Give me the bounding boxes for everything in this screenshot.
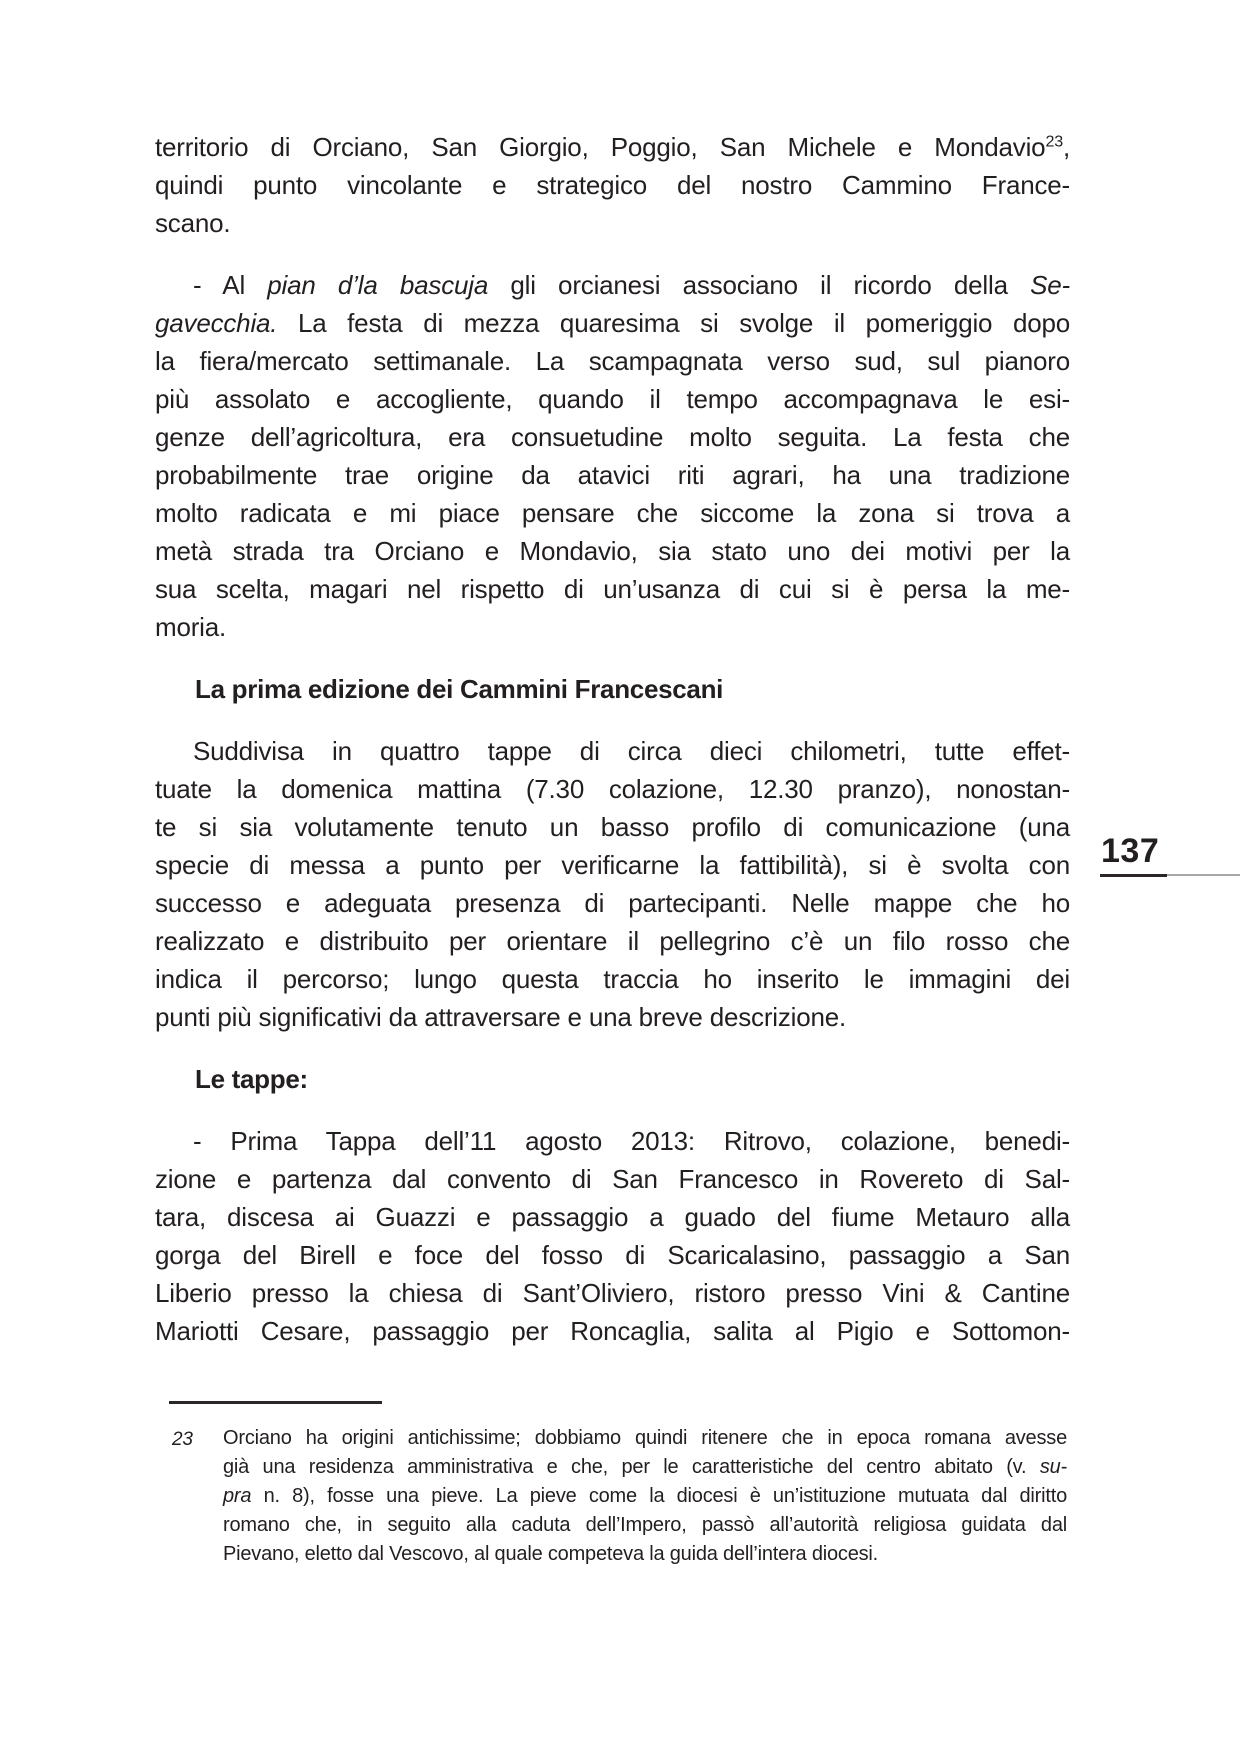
text-line: molto radicata e mi piace pensare che siccome la zona si trova a [155,498,1070,528]
paragraph-suddivisa [155,732,1070,1036]
text-line: quindi punto vincolante e strategico del nostro Cammino France- [155,170,1070,200]
text-line: più assolato e accogliente, quando il tempo accompagnava le esi- [155,384,1070,414]
text-line: zione e partenza dal convento di San Francesco in Rovereto di Sal- [155,1164,1070,1194]
page-number-rule-dark [1100,874,1167,877]
heading-prima-edizione: La prima edizione dei Cammini Francescani [195,674,724,704]
footnote-rule [169,1401,382,1404]
text-line: sua scelta, magari nel rispetto di un’usanza di cui si è persa la me- [155,574,1070,604]
text-line: tara, discesa ai Guazzi e passaggio a guado del fiume Metauro alla [155,1202,1070,1232]
footnote-reference: 23 [1045,132,1063,151]
text-line: Suddivisa in quattro tappe di circa dieci chilometri, tutte effet- [193,736,1070,766]
paragraph-prima-tappa [155,1122,1070,1350]
footnote-body [155,1424,1067,1569]
text-line: gorga del Birell e foce del fosso di Scaricalasino, passaggio a San [155,1240,1070,1270]
text-line: Liberio presso la chiesa di Sant’Oliviero, ristoro presso Vini & Cantine [155,1278,1070,1308]
text-line: probabilmente trae origine da atavici riti agrari, ha una tradizione [155,460,1070,490]
text-line: territorio di Orciano, San Giorgio, Poggio, San Michele e Mondavio$^{23}$, [155,132,1070,162]
text-line: genze dell’agricoltura, era consuetudine molto seguita. La festa che [155,422,1070,452]
text-line: gavecchia. La festa di mezza quaresima si svolge il pomeriggio dopo [155,308,1070,338]
heading-le-tappe: Le tappe: [195,1064,308,1094]
text-line: - Prima Tappa dell’11 agosto 2013: Ritrovo, colazione, benedi- [193,1126,1070,1156]
text-line: metà strada tra Orciano e Mondavio, sia stato uno dei motivi per la [155,536,1070,566]
page-number-rule-light [1167,874,1240,876]
text-line: Mariotti Cesare, passaggio per Roncaglia, salita al Pigio e Sottomon- [155,1316,1070,1346]
text-line: - Al pian d’la bascuja gli orcianesi associano il ricordo della Se- [193,270,1070,300]
text-line: indica il percorso; lungo questa traccia ho inserito le immagini dei [155,964,1070,994]
text-line: tuate la domenica mattina (7.30 colazione, 12.30 pranzo), nonostan- [155,774,1070,804]
text-line: già una residenza amministrativa e che, per le caratteristiche del centro abitato (v. su- [223,1456,1067,1478]
text-line: la fiera/mercato settimanale. La scampagnata verso sud, sul pianoro [155,346,1070,376]
text-line: moria. [155,612,227,642]
text-column [155,128,1070,1374]
text-line: romano che, in seguito alla caduta dell’Impero, passò all’autorità religiosa guidata dal [223,1514,1067,1536]
text-line: Orciano ha origini antichissime; dobbiamo quindi ritenere che in epoca romana avesse [223,1427,1067,1449]
text-line: realizzato e distribuito per orientare il pellegrino c’è un filo rosso che [155,926,1070,956]
text-line: te si sia volutamente tenuto un basso profilo di comunicazione (una [155,812,1070,842]
text-line: Pievano, eletto dal Vescovo, al quale competeva la guida dell’intera diocesi. [223,1543,879,1565]
text-line: successo e adeguata presenza di partecipanti. Nelle mappe che ho [155,888,1070,918]
footnote [155,1424,1067,1569]
text-line: specie di messa a punto per verificarne la fattibilità), si è svolta con [155,850,1070,880]
paragraph-territorio [155,128,1070,242]
footnote-marker: 23 [172,1429,193,1450]
paragraph-pian-dla-bascuja [155,266,1070,646]
page-number: 137 [1101,832,1160,870]
text-line: punti più significativi da attraversare e una breve descrizione. [155,1002,847,1032]
text-line: scano. [155,208,231,238]
text-line: pra n. 8), fosse una pieve. La pieve come la diocesi è un’istituzione mutuata dal diritto [223,1485,1067,1507]
